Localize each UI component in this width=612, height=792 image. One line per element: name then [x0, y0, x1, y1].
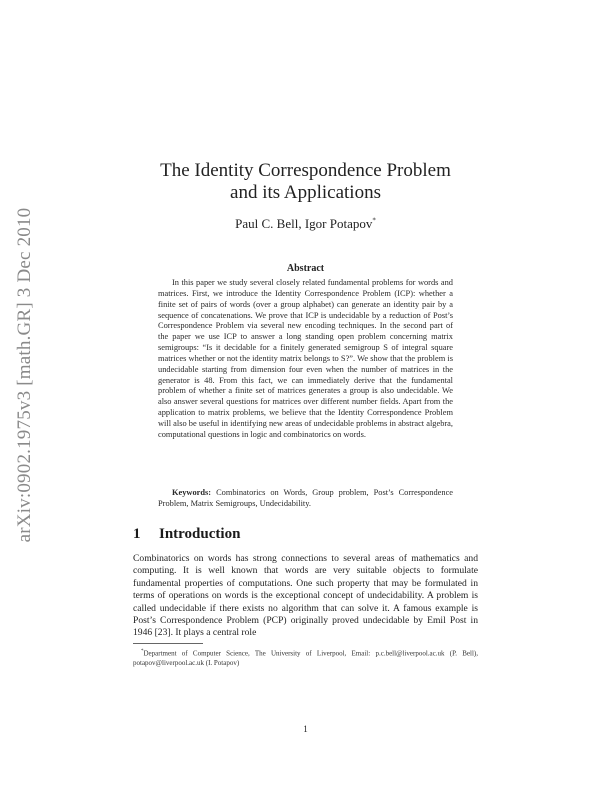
abstract-heading: Abstract	[286, 263, 325, 274]
author-line	[133, 216, 478, 232]
footnote-text: Department of Computer Science, The University of Liverpool, Email: p.c.bell@liverpool.ac.uk (P. Bell), potapov@liverpool.ac.uk (I. Potapov)	[133, 649, 478, 667]
footnote	[133, 647, 478, 668]
author-names: Paul C. Bell, Igor Potapov	[235, 216, 373, 231]
title-line-2: and its Applications	[230, 182, 381, 203]
section-heading	[133, 526, 478, 543]
title-line-1: The Identity Correspondence Problem	[160, 160, 451, 181]
paper-title	[133, 160, 478, 204]
footnote-divider	[133, 643, 203, 644]
keywords-text: Combinatorics on Words, Group problem, Post’s Correspondence Problem, Matrix Semigroups, Undecidability.	[158, 488, 454, 508]
arxiv-sidebar-stamp	[8, 180, 42, 570]
arxiv-identifier: arXiv:0902.1975v3 [math.GR] 3 Dec 2010	[14, 207, 35, 543]
page-number: 1	[303, 724, 308, 734]
section-number: 1	[133, 526, 141, 542]
footnote-mark: *	[141, 649, 144, 654]
abstract-text: In this paper we study several closely related fundamental problems for words and matrices. First, we introduce the Identity Correspondence Problem (ICP): whether a finite set of pairs of words (over a group alphabet) can generate an identity pair by a sequence of concatenations. We prove that ICP is undecidable by a reduction of Post’s Correspondence Problem via several new encoding techniques. In the second part of the paper we use ICP to answer a long standing open problem concerning matrix semigroups: “Is it decidable for a finitely generated semigroup S of integral square matrices whether or not the identity matrix belongs to S?”. We show that the problem is undecidable starting from dimension four even when the number of matrices in the generator is 48. From this fact, we can immediately derive that the fundamental problem of whether a finite set of matrices generates a group is also undecidable. We also answer several questions for matrices over different number fields. Apart from the application to matrix problems, we believe that the Identity Correspondence Problem will also be useful in identifying new areas of undecidable problems in abstract algebra, computational questions in logic and combinatorics on words.	[158, 278, 453, 439]
keywords-paragraph	[158, 488, 453, 510]
section-title: Introduction	[159, 526, 241, 542]
author-footnote-mark: *	[372, 216, 376, 225]
keywords-label: Keywords:	[172, 488, 212, 497]
introduction-paragraph: Combinatorics on words has strong connections to several areas of mathematics and computing. It is well known that words are very suitable objects to formulate fundamental properties of computations. One such property that may be formulated in terms of operations on words is the exceptional concept of undecidability. A problem is called undecidable if there exists no algorithm that can solve it. A famous example is Post’s Correspondence Problem (PCP) originally proved undecidable by Emil Post in 1946 [23]. It plays a central role	[133, 553, 478, 639]
